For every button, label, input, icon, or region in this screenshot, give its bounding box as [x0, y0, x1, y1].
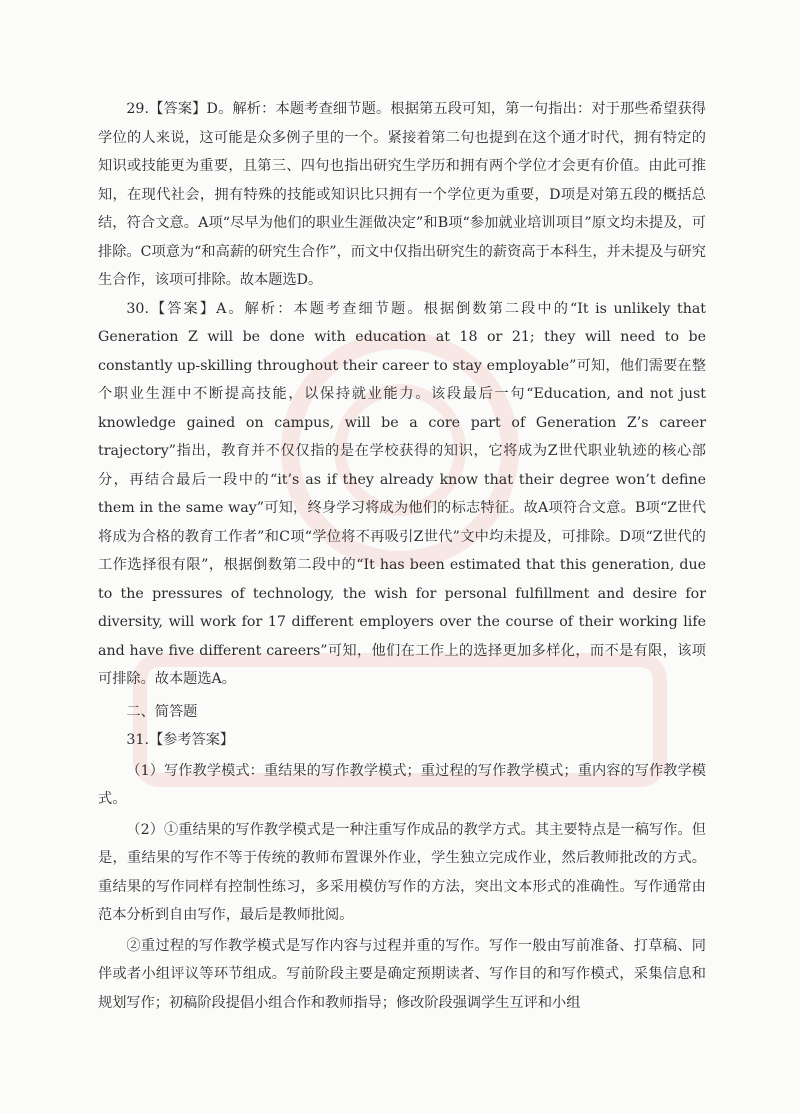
answer-31-part-1: （1）写作教学模式：重结果的写作教学模式；重过程的写作教学模式；重内容的写作教学模式。 [98, 762, 706, 807]
answer-31-part-2: （2）①重结果的写作教学模式是一种注重写作成品的教学方式。其主要特点是一稿写作。但是，重结果的写作不等于传统的教师布置课外作业，学生独立完成作业，然后教师批改的方式。重结果的写作同样有控制性练习，多采用模仿写作的方法，突出文本形式的准确性。写作通常由范本分析到自由写作，最后是教师批阅。 [98, 821, 706, 923]
answer-29: 29.【答案】D。解析：本题考查细节题。根据第五段可知，第一句指出：对于那些希望获得学位的人来说，这可能是众多例子里的一个。紧接着第二句也提到在这个通才时代，拥有特定的知识或技能更为重要，且第三、四句也指出研究生学历和拥有两个学位才会更有价值。由此可推知，在现代社会，拥有特殊的技能或知识比只拥有一个学位更为重要，D项是对第五段的概括总结，符合文意。A项“尽早为他们的职业生涯做决定”和B项“参加就业培训项目”原文均未提及，可排除。C项意为“和高薪的研究生合作”，而文中仅指出研究生的薪资高于本科生，并未提及与研究生合作，该项可排除。故本题选D。 [98, 101, 706, 288]
section-title: 二、简答题 [126, 703, 198, 720]
answer-31-label: 31.【参考答案】 [126, 732, 235, 748]
answer-31-part-3: ②重过程的写作教学模式是写作内容与过程并重的写作。写作一般由写前准备、打草稿、同伴或者小组评议等环节组成。写前阶段主要是确定预期读者、写作目的和写作模式，采集信息和规划写作；初稿阶段提倡小组合作和教师指导；修改阶段强调学生互评和小组 [98, 937, 706, 1011]
document-body [98, 95, 706, 1017]
answer-30: 30.【答案】A。解析：本题考查细节题。根据倒数第二段中的“It is unlikely that Generation Z will be done with education at 18 or 21; they will need to be constantly up-skilling throughout their career to stay employable”可知，他们需要在整个职业生涯中不断提高技能，以保持就业能力。该段最后一句“Education, and not just knowledge gained on campus, will be a core part of Generation Z’s career trajectory”指出，教育并不仅仅指的是在学校获得的知识，它将成为Z世代职业轨迹的核心部分，再结合最后一段中的“it’s as if they already know that their degree won’t define them in the same way”可知，终身学习将成为他们的标志特征。故A项符合文意。B项“Z世代将成为合格的教育工作者”和C项“学位将不再吸引Z世代”文中均未提及，可排除。D项“Z世代的工作选择很有限”，根据倒数第二段中的“It has been estimated that this generation, due to the pressures of technology, the wish for personal fulfillment and desire for diversity, will work for 17 different employers over the course of their working life and have five different careers”可知，他们在工作上的选择更加多样化，而不是有限，该项可排除。故本题选A。 [98, 300, 706, 687]
